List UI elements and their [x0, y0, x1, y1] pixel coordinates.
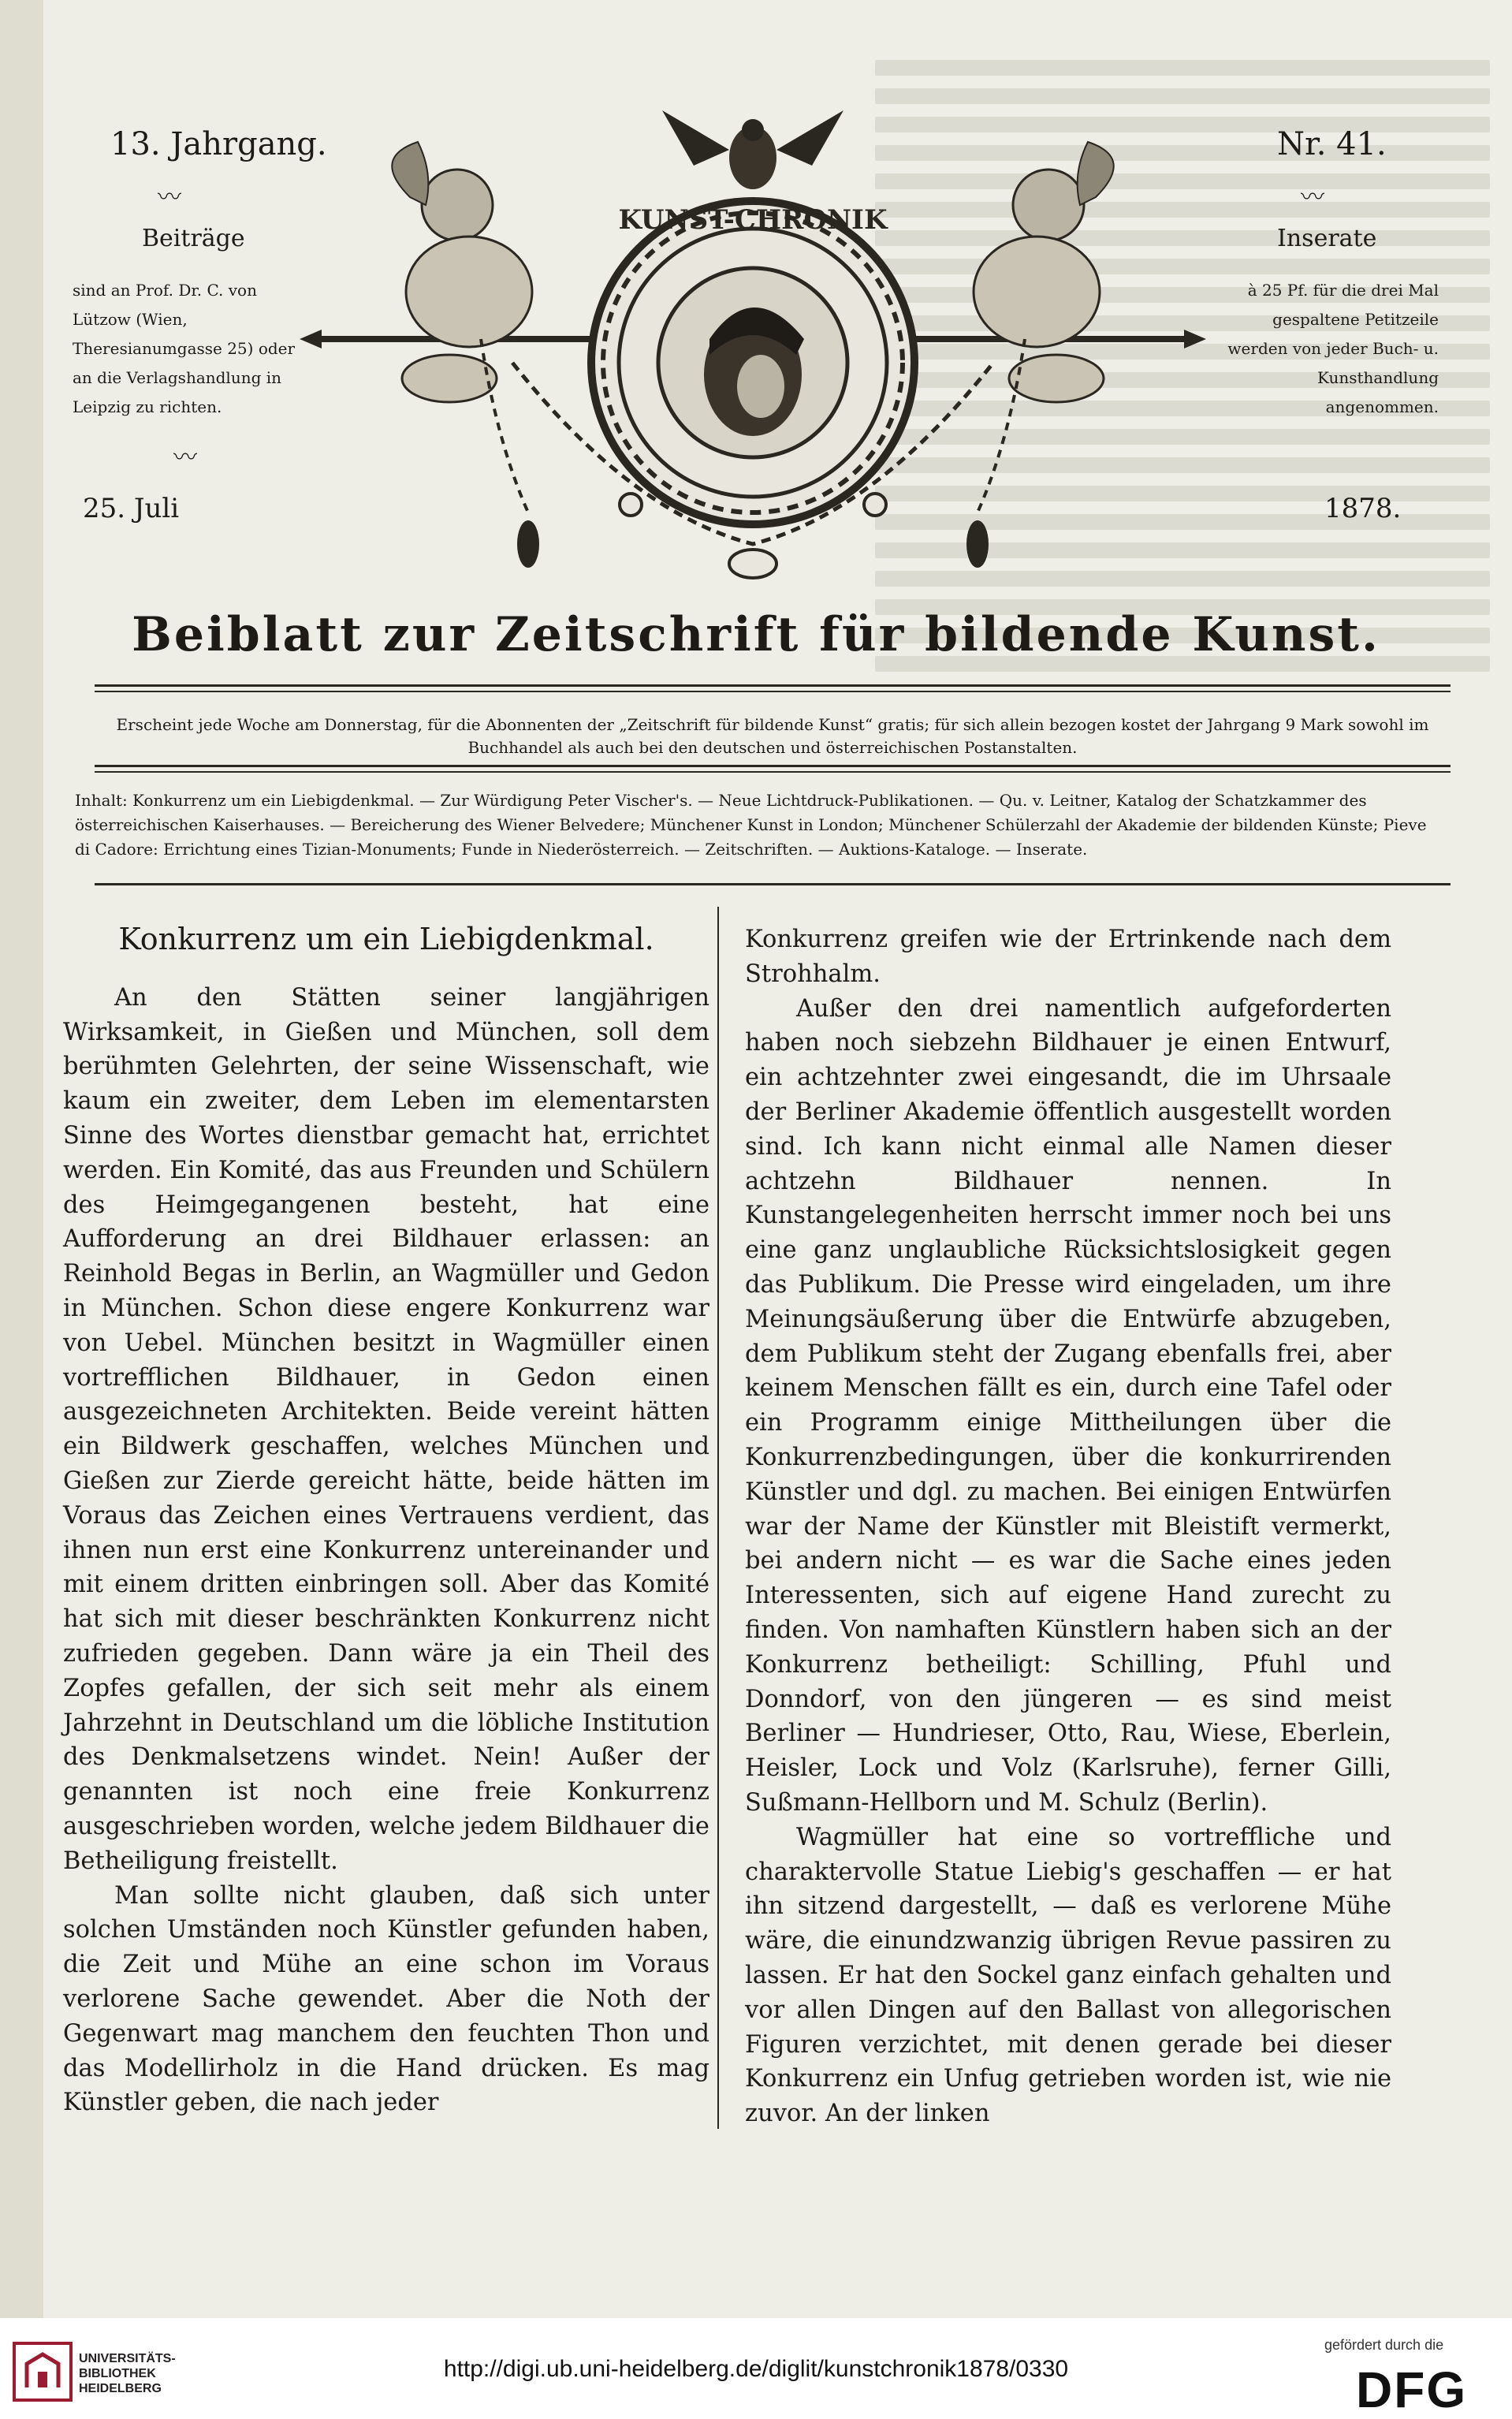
article-paragraph: Man sollte nicht glauben, daß sich unter solchen Umständen noch Künstler gefunden haben, die Zeit und Mühe an eine schon im Voraus verlorene Sache gewendet. Aber die Noth der Gegenwart mag manchem den feuchten Thon und das Modellirholz in die Hand drücken. Es mag Künstler geben, die nach jeder [63, 1881, 709, 2117]
ornament-tilde-left: 〰 [158, 184, 181, 211]
cherub-left-icon [392, 142, 532, 402]
issue-date: 25. Juli [83, 493, 180, 524]
volume-label: 13. Jahrgang. [110, 126, 327, 162]
ornament-tilde-left-lower: 〰 [173, 444, 197, 472]
notice-rule [95, 765, 1451, 767]
article-paragraph: Wagmüller hat eine so vortreffliche und charaktervolle Statue Liebig's geschaffen — er hat ihn sitzend dargestellt, — daß es verlorene Mühe wäre, die einundzwanzig übrigen Revue passiren zu lassen. Er hat den Sockel ganz einfach gehalten und vor allen Dingen auf den Ballast von allegorischen Figuren verzichtet, mit denen gerade bei dieser Konkurrenz ein Unfug getrieben worden ist, wie nie zuvor. An der linken [745, 1823, 1391, 2128]
article-paragraph: Konkurrenz greifen wie der Ertrinkende nach dem Strohhalm. [745, 926, 1391, 988]
dfg-logo: DFG [1356, 2361, 1468, 2418]
document-url-link[interactable]: http://digi.ub.uni-heidelberg.de/diglit/kunstchronik1878/0330 [443, 2356, 1069, 2382]
article-paragraph: An den Stätten seiner langjährigen Wirksamkeit, in Gießen und München, soll dem berühmten Gelehrten, der seine Wissenschaft, wie kaum ein zweiter, dem Leben im elementarsten Sinne des Wortes dienstbar gemacht hat, errichtet werden. Ein Komité, das aus Freunden und Schülern des Heimgegangenen besteht, hat eine Aufforderung an drei Bildhauer erlassen: an Reinhold Begas in Berlin, an Wagmüller und Gedon in München. Schon diese engere Konkurrenz war von Uebel. München besitzt in Wagmüller einen vortrefflichen Bildhauer, in Gedon einen ausgezeichneten Architekten. Beide vereint hätten ein Bildwerk geschaffen, welches München und Gießen zur Zierde gereicht hätte, beide hätten im Voraus das Zeichen eines Vertrauens verdient, das ihnen nun erst eine Konkurrenz untereinander und mit einem dritten einbringen soll. Aber das Komité hat sich mit dieser beschränkten Konkurrenz nicht zufrieden gegeben. Dann wäre ja ein Theil des Zopfes gefallen, der sich seit mehr als einem Jahrzehnt in Deutschland um die löbliche Institution des Denkmalsetzens windet. Nein! Außer der genannten ist noch eine freie Konkurrenz ausgeschrieben worden, welche jedem Bildhauer die Betheiligung freistellt. [63, 983, 709, 1875]
cherub-right-icon [974, 142, 1114, 402]
issue-year: 1878. [1324, 493, 1402, 524]
contributions-heading: Beiträge [142, 225, 245, 252]
contents-rule [95, 883, 1451, 885]
emblem-lettering: KUNST-CHRONIK [618, 204, 888, 236]
masthead-rule-top-thin [95, 691, 1451, 692]
advertisements-heading: Inserate [1277, 225, 1377, 252]
article-title: Konkurrenz um ein Liebigdenkmal. [118, 922, 654, 956]
masthead-rule-top [95, 684, 1451, 687]
funding-note: gefördert durch die [1324, 2337, 1444, 2353]
viewer-footer [0, 2318, 1512, 2418]
table-of-contents: Inhalt: Konkurrenz um ein Liebigdenkmal. — Zur Würdigung Peter Vischer's. — Neue Lichtdruck-Publikationen. — Qu. v. Leitner, Katalog der Schatzkammer des österreichischen Kaiserhauses. — Bereicherung des Wiener Belvedere; Münchener Kunst in London; Münchener Schülerzahl der Akademie der bildenden Künste; Pieve di Cadore: Errichtung eines Tizian-Monuments; Funde in Niederösterreich. — Zeitschriften. — Auktions-Kataloge. — Inserate. [75, 791, 1427, 859]
advertisements-text: à 25 Pf. für die drei Mal gespaltene Petitzeile werden von jeder Buch- u. Kunsthandlung angenommen. [1227, 281, 1439, 416]
column-divider [717, 907, 719, 2129]
eagle-icon [662, 110, 844, 189]
university-library-name: UNIVERSITÄTS- BIBLIOTHEK HEIDELBERG [79, 2352, 176, 2395]
article-paragraph: Außer den drei namentlich aufgeforderten haben noch siebzehn Bildhauer je einen Entwurf, ein achtzehnter zwei eingesandt, die im Uhrsaale der Berliner Akademie öffentlich ausgestellt worden sind. Ich kann nicht einmal alle Namen dieser achtzehn Bildhauer nennen. In Kunstangelegenheiten herrscht immer noch bei uns eine ganz unglaubliche Rücksichtslosigkeit gegen das Publikum. Die Presse wird eingeladen, um ihre Meinungsäußerung über die Entwürfe abzugeben, dem Publikum steht der Zugang ebenfalls frei, aber keinem Menschen fällt es ein, durch eine Tafel oder ein Programm einige Mittheilungen über die Konkurrenzbedingungen, über die konkurrirenden Künstler und dgl. zu machen. Bei einigen Entwürfen war der Name der Künstler mit Bleistift vermerkt, bei andern nicht — es war die Sache eines jeden Interessenten, sich auf eigene Hand zurecht zu finden. Von namhaften Künstlern haben sich an der Konkurrenz betheiligt: Schilling, Pfuhl und Donndorf, von den jüngeren — es sind meist Berliner — Hundrieser, Otto, Rau, Wiese, Eberlein, Heisler, Lock und Volz (Karlsruhe), ferner Gilli, Sußmann-Hellborn und M. Schulz (Berlin). [745, 994, 1391, 1817]
ornament-tilde-right: 〰 [1301, 184, 1324, 211]
kunstchronik-emblem-illustration [300, 102, 1206, 591]
notice-rule-thin [95, 771, 1451, 773]
contributions-text: sind an Prof. Dr. C. von Lützow (Wien, Theresianumgasse 25) oder an die Verlagshandlung in Leipzig zu richten. [73, 281, 296, 416]
article-column-left [63, 922, 709, 2120]
subscription-notice: Erscheint jede Woche am Donnerstag, für die Abonnenten der „Zeitschrift für bildende Kunst“ gratis; für sich allein bezogen kostet der Jahrgang 9 Mark sowohl im Buchhandel als auch bei den deutschen und österreichischen Postanstalten. [116, 715, 1429, 757]
article-column-right [745, 922, 1391, 2131]
page-gutter [0, 0, 43, 2318]
issue-number: Nr. 41. [1277, 126, 1387, 162]
masthead-title: Beiblatt zur Zeitschrift für bildende Kunst. [132, 607, 1380, 662]
